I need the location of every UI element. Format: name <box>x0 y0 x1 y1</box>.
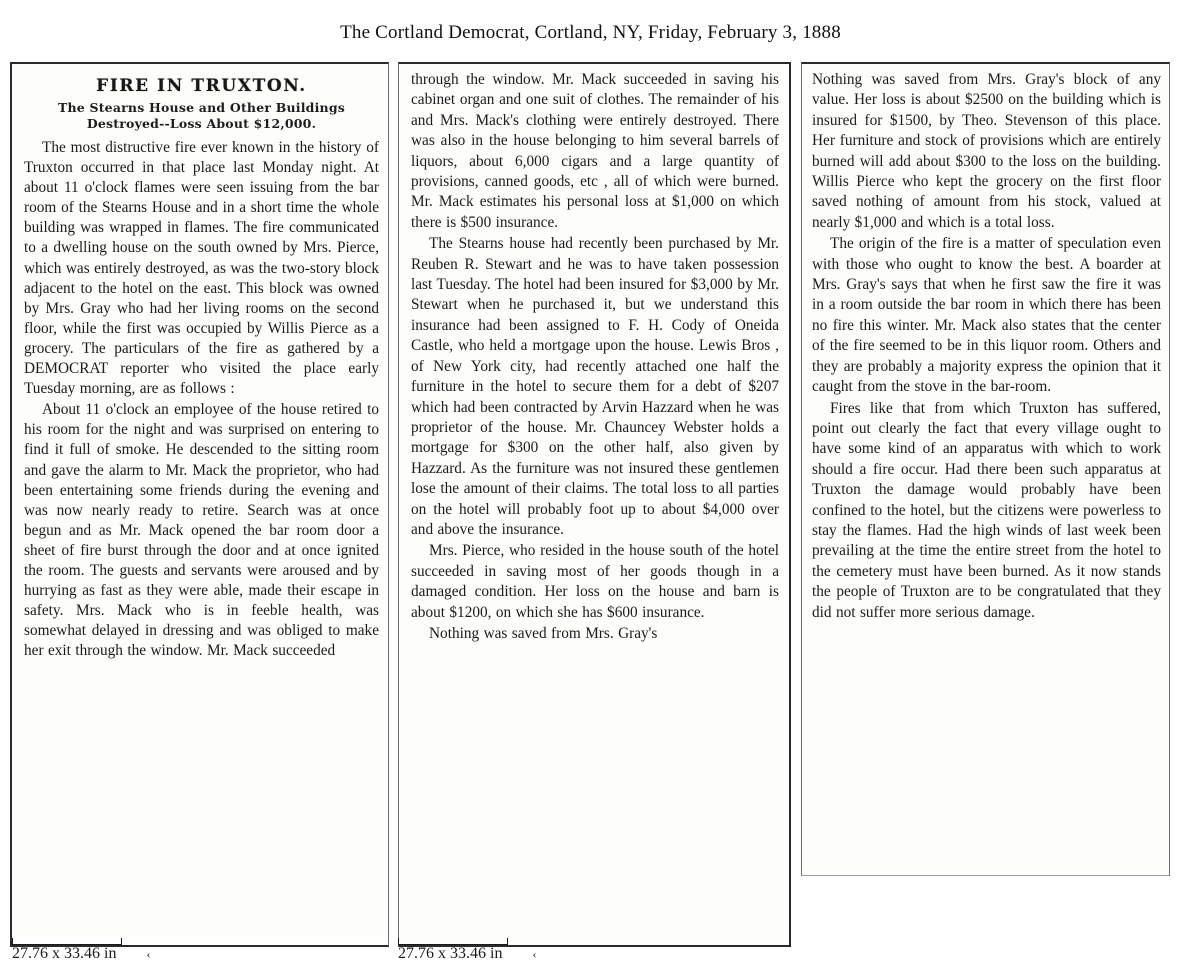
scale-rule <box>398 938 508 945</box>
paragraph: Nothing was saved from Mrs. Gray's <box>429 624 658 642</box>
column-1-body <box>24 138 379 661</box>
paragraph: The origin of the fire is a matter of speculation even with those who ought to know the best. A boarder at Mrs. Gray's says that when he first saw the fire it was in a room outside the bar room in which there has been no fire this winter. Mr. Mack also states that the center of the fire seemed to be in this liquor room. Others and they are probably a majority express the opinion that it caught from the stove in the bar-room. <box>812 235 1161 396</box>
newspaper-scan <box>10 62 1171 947</box>
paragraph: The most distructive fire ever known in the history of Truxton occurred in that place last Monday night. At about 11 o'clock flames were seen issuing from the bar room of the Stearns House and in a short time the whole building was wrapped in flames. The fire communicated to a dwelling house on the south owned by Mrs. Pierce, which was entirely destroyed, as was the two-story block adjacent to the hotel on the east. This block was owned by Mrs. Gray who had her living rooms on the second floor, while the first was occupied by Willis Pierce as a grocery. The particulars of the fire as gathered by a DEMOCRAT reporter who visited the place early Tuesday morning, are as follows : <box>24 139 379 398</box>
paragraph: Fires like that from which Truxton has suffered, point out clearly the fact that every village ought to have some kind of an apparatus with which to work should a fire occur. Had there been such apparatus at Truxton the damage would probably have been confined to the hotel, but the citizens were powerless to stay the flames. Had the high winds of last week been prevailing at the time the entire street from the hotel to the cemetery must have been burned. As it now stands the people of Truxton are to be congratulated that they did not suffer more serious damage. <box>812 399 1161 621</box>
chevron-left-icon[interactable]: ‹ <box>532 946 537 961</box>
paragraph: Nothing was saved from Mrs. Gray's block of any value. Her loss is about $2500 on the building which is insured for $1500, by Theo. Stevenson of this place. Her furniture and stock of provisions which are entirely burned will add about $300 to the loss on the building. Willis Pierce who kept the grocery on the first floor saved nothing of amount from his stock, valued at nearly $1,000 and which is a total loss. <box>812 71 1161 231</box>
paragraph: through the window. Mr. Mack succeeded in saving his cabinet organ and one suit of clothes. The remainder of his and Mrs. Mack's clothing were entirely destroyed. There was also in the house belonging to him several barrels of liquors, about 6,000 cigars and a large quantity of provisions, canned goods, etc , all of which were burned. Mr. Mack estimates his personal loss at $1,000 on which there is $500 insurance. <box>411 71 779 231</box>
article-column-1 <box>10 62 389 947</box>
page-title: The Cortland Democrat, Cortland, NY, Friday, February 3, 1888 <box>340 22 841 43</box>
scale-label: 27.76 x 33.46 in <box>12 945 117 962</box>
column-3-body <box>812 70 1161 623</box>
scale-label: 27.76 x 33.46 in <box>398 945 503 962</box>
column-2-body <box>411 70 779 644</box>
article-column-2 <box>398 62 791 947</box>
paragraph: About 11 o'clock an employee of the house retired to his room for the night and was surprised on entering to find it full of smoke. He descended to the sitting room and gave the alarm to Mr. Mack the proprietor, who had been entertaining some friends during the evening and was now nearly ready to retire. Search was at once begun and as Mr. Mack opened the bar room door a sheet of fire burst through the door and at once ignited the room. The guests and servants were aroused and by hurrying as fast as they were able, made their escape in safety. Mrs. Mack who is in feeble health, was somewhat delayed in dressing and was obliged to make her exit through the window. Mr. Mack succeeded <box>24 401 379 660</box>
scale-rule <box>12 938 122 945</box>
article-column-3 <box>801 62 1170 876</box>
paragraph: The Stearns house had recently been purchased by Mr. Reuben R. Stewart and he was to have taken possession last Tuesday. The hotel had been insured for $3,000 by Mr. Stewart when he purchased it, but we understand this insurance had been assigned to F. H. Cody of Oneida Castle, who held a mortgage upon the house. Lewis Bros , of New York city, had recently attached one half the furniture in the hotel to secure them for a debt of $207 which had been contracted by Arvin Hazzard when he was proprietor of the house. Mr. Chauncey Webster holds a mortgage for $300 on the other half, also given by Hazzard. As the furniture was not insured these gentlemen lose the amount of their claims. The total loss to all parties on the hotel will probably foot up to about $4,000 over and above the insurance. <box>411 235 779 538</box>
scale-indicator-left <box>12 945 150 963</box>
paragraph: Mrs. Pierce, who resided in the house south of the hotel succeeded in saving most of her goods though in a damaged condition. Her loss on the house and barn is about $1200, on which she has $600 insurance. <box>411 542 779 621</box>
article-subhead: The Stearns House and Other Buildings Destroyed--Loss About $12,000. <box>57 100 345 131</box>
scale-indicator-middle <box>398 945 536 963</box>
chevron-left-icon[interactable]: ‹ <box>146 946 151 961</box>
article-headline: FIRE IN TRUXTON. <box>96 76 307 96</box>
